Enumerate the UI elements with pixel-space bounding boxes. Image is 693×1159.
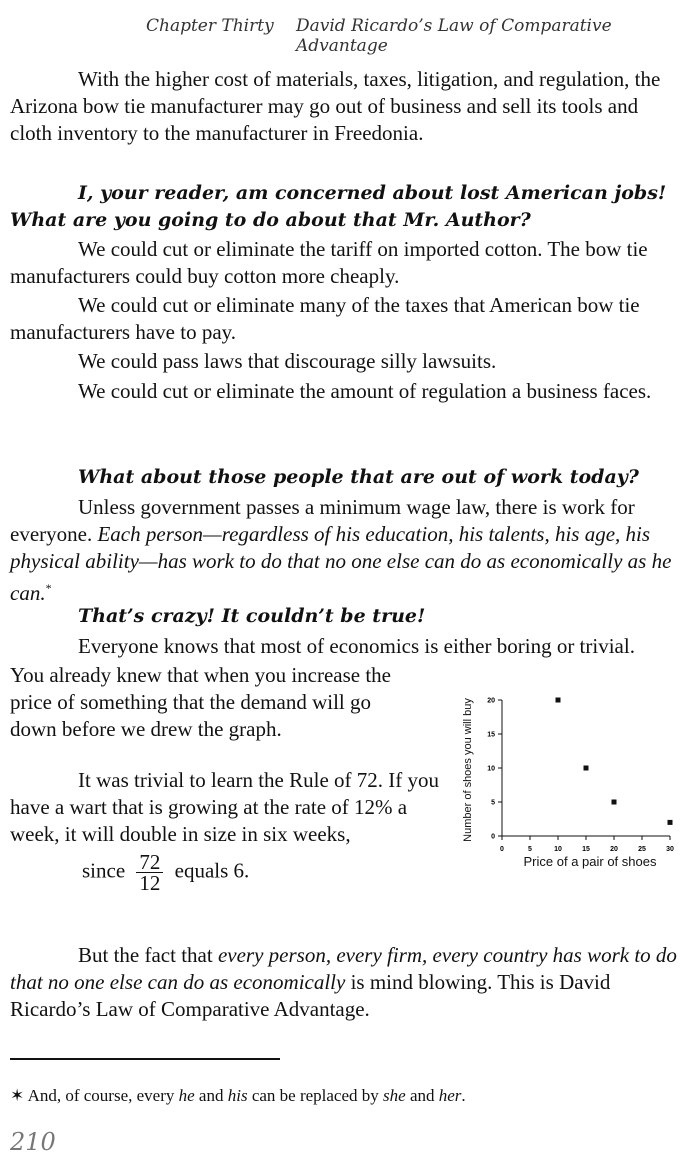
x-tick-label: 25 [638,846,646,853]
since-label: since [82,858,126,883]
data-point [556,698,561,703]
footnote-text: can be replaced by [251,1086,379,1105]
emphasis-text: every person, every firm, every country has work to do that no one else can do as economically [10,943,677,994]
running-header [0,16,693,56]
paragraph: We could cut or eliminate the amount of regulation a business faces. [78,379,652,403]
footnote-divider [10,1058,280,1060]
demand-chart [455,678,685,878]
footnote-emphasis: she [383,1086,406,1105]
question-heading: What about those people that are out of work today? [78,466,639,488]
paragraph: We could pass laws that discourage silly lawsuits. [78,349,497,373]
fraction-denominator: 12 [139,871,161,895]
footnote-emphasis: he [178,1086,195,1105]
question-heading: I, your reader, am concerned about lost American jobs! What are you going to do about that Mr. Author? [10,182,667,231]
footnote-text: And, of course, every [27,1086,175,1105]
footnote-marker: ✶ [10,1086,25,1105]
x-axis-label: Price of a pair of shoes [523,854,657,869]
data-point [612,800,617,805]
paragraph: With the higher cost of materials, taxes, litigation, and regulation, the Arizona bow tie manufacturer may go out of business and sell its tools and cloth inventory to the manufacturer in Freedonia. [10,67,661,145]
paragraph [10,942,682,1023]
paragraph [10,494,682,607]
chapter-title: David Ricardo’s Law of Comparative Advantage [296,16,612,56]
emphasis-text: Each person—regardless of his education, his talents, his age, his physical ability—has work to do that no one else can do as economically as he can. [10,522,672,605]
paragraph-text: But the fact that [78,943,213,967]
equals-label: equals 6. [174,858,250,883]
x-tick-label: 20 [610,846,618,853]
formula-line [82,852,382,893]
paragraph: You already knew that when you increase the price of something that the demand will go down before we drew the graph. [10,663,392,741]
y-tick-label: 10 [487,765,495,773]
fraction-numerator: 72 [136,852,163,873]
paragraph-text: Unless government passes a minimum wage law, there is work for everyone. [10,495,635,546]
x-tick-label: 10 [554,846,562,853]
footnote-text: and [409,1086,435,1105]
x-tick-label: 5 [528,846,532,853]
y-tick-label: 20 [487,697,495,705]
paragraph: It was trivial to learn the Rule of 72. If you have a wart that is growing at the rate of 12% a week, it will double in size in six weeks, [10,768,439,846]
y-axis-label: Number of shoes you will buy [462,698,474,842]
y-tick-label: 0 [491,833,495,841]
footnote-emphasis: his [227,1086,248,1105]
chapter-label: Chapter Thirty [146,16,274,36]
question-heading: That’s crazy! It couldn’t be true! [78,605,426,627]
y-tick-label: 5 [491,799,495,807]
paragraph: We could cut or eliminate many of the taxes that American bow tie manufacturers have to pay. [10,293,640,344]
x-tick-label: 30 [666,846,674,853]
paragraph-text: is mind blowing. This is David Ricardo’s Law of Comparative Advantage. [10,970,611,1021]
page-number: 210 [10,1128,56,1156]
paragraph: We could cut or eliminate the tariff on imported cotton. The bow tie manufacturers could buy cotton more cheaply. [10,237,648,288]
data-point [668,820,673,825]
footnote-marker: * [45,581,52,595]
x-tick-label: 0 [500,846,504,853]
footnote-emphasis: her [438,1086,462,1105]
x-tick-label: 15 [582,846,590,853]
fraction [136,852,163,893]
paragraph: Everyone knows that most of economics is either boring or trivial. [78,634,635,658]
y-tick-label: 15 [487,731,495,739]
footnote-text: . [461,1086,466,1105]
data-point [584,766,589,771]
footnote [10,1084,682,1108]
footnote-text: and [198,1086,224,1105]
